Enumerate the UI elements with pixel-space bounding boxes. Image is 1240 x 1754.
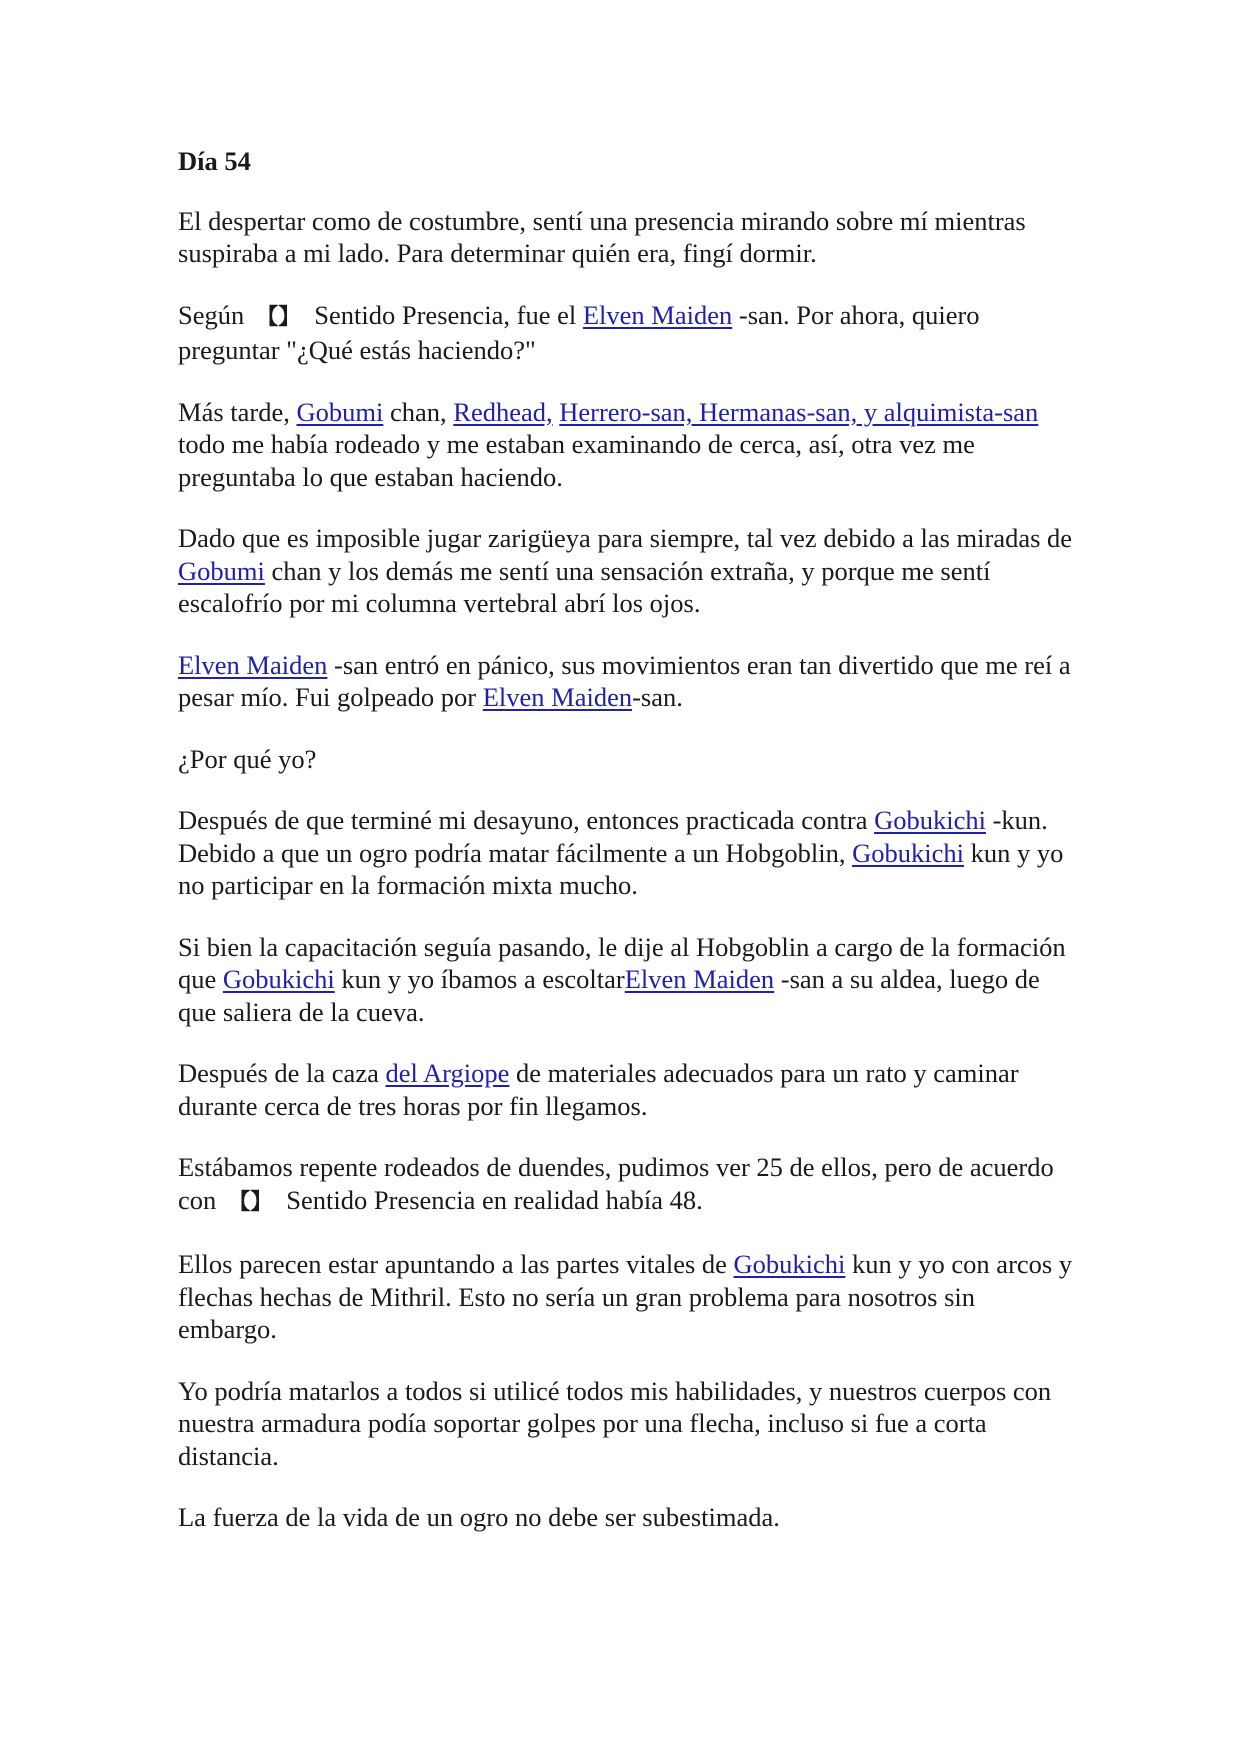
text-link[interactable]: Elven Maiden — [582, 299, 733, 330]
page-title: Día 54 — [178, 146, 251, 176]
paragraph-text: Sentido Presencia en realidad había 48. — [286, 1184, 703, 1215]
paragraph-text: -kun. Debido a que un ogro podría matar fácilmente a un Hobgoblin, — [178, 805, 1048, 868]
paragraph-text: ¿Por qué yo? — [178, 743, 317, 774]
paragraph — [178, 1057, 1078, 1122]
paragraph-text: Según — [178, 299, 245, 330]
paragraph-text: Dado que es imposible jugar zarigüeya para siempre, tal vez debido a las miradas de — [178, 523, 1073, 553]
paragraph — [178, 1375, 1078, 1473]
paragraph-text: Si bien la capacitación seguía pasando, le dije al Hobgoblin a cargo de la formación que — [178, 931, 1066, 994]
text-link[interactable]: Gobumi — [178, 555, 265, 586]
paragraph-text: Estábamos repente rodeados de duendes, pudimos ver 25 de ellos, pero de acuerdo con — [178, 1152, 1054, 1215]
paragraph — [178, 1248, 1078, 1346]
paragraph — [178, 299, 1078, 367]
text-link[interactable]: Gobukichi — [874, 805, 986, 835]
paragraph — [178, 1151, 1078, 1219]
paragraph-text: -san. Por ahora, quiero preguntar "¿Qué estás haciendo?" — [178, 299, 980, 365]
skill-bracket: 【】 — [228, 1189, 273, 1215]
paragraph-text: chan, — [383, 396, 454, 427]
text-link[interactable]: del Argiope — [385, 1058, 510, 1088]
paragraph-text: Después de la caza — [178, 1058, 386, 1088]
text-link[interactable]: Elven Maiden — [178, 649, 328, 680]
document-page — [178, 145, 1078, 1563]
paragraph — [178, 1501, 1078, 1534]
document-body — [178, 205, 1078, 1534]
paragraph-text: kun y yo no participar en la formación mixta mucho. — [178, 837, 1064, 900]
skill-bracket: 【】 — [256, 304, 301, 330]
paragraph-text: de materiales adecuados para un rato y caminar durante cerca de tres horas por fin llegamos. — [178, 1058, 1019, 1121]
paragraph-text: Ellos parecen estar apuntando a las partes vitales de — [178, 1249, 734, 1279]
paragraph-text: kun y yo con arcos y flechas hechas de Mithril. Esto no sería un gran problema para nosotros sin embargo. — [178, 1249, 1073, 1344]
paragraph-text: La fuerza de la vida de un ogro no debe ser subestimada. — [178, 1502, 780, 1532]
text-link[interactable]: Redhead, — [453, 396, 553, 427]
paragraph-text: Sentido Presencia, fue el — [314, 299, 583, 330]
paragraph-text: -san. — [632, 682, 683, 712]
text-link[interactable]: Gobukichi — [852, 837, 964, 868]
text-link[interactable]: Gobumi — [296, 396, 384, 427]
paragraph-text: El despertar como de costumbre, sentí una presencia mirando sobre mí mientras suspiraba a mi lado. Para determinar quién era, fingí dormir. — [178, 205, 1026, 268]
paragraph-text: kun y yo íbamos a escoltar — [334, 964, 625, 994]
text-link[interactable]: Elven Maiden — [482, 682, 633, 712]
paragraph-text: Más tarde, — [178, 396, 297, 427]
paragraph — [178, 396, 1078, 494]
paragraph — [178, 804, 1078, 902]
paragraph — [178, 649, 1078, 714]
text-link[interactable]: Herrero-san, Hermanas-san, y alquimista-san — [559, 396, 1039, 427]
paragraph-text: Yo podría matarlos a todos si utilicé todos mis habilidades, y nuestros cuerpos con nuestra armadura podía soportar golpes por una flecha, incluso si fue a corta distancia. — [178, 1375, 1052, 1471]
paragraph — [178, 205, 1078, 270]
paragraph — [178, 522, 1078, 620]
paragraph — [178, 931, 1078, 1029]
text-link[interactable]: Elven Maiden — [624, 964, 775, 994]
text-link[interactable]: Gobukichi — [222, 964, 335, 994]
paragraph-text: Después de que terminé mi desayuno, entonces practicada contra — [178, 805, 875, 835]
paragraph-text: -san a su aldea, luego de que saliera de la cueva. — [178, 964, 1040, 1027]
paragraph-text: chan y los demás me sentí una sensación extraña, y porque me sentí escalofrío por mi columna vertebral abrí los ojos. — [178, 555, 991, 618]
paragraph — [178, 743, 1078, 776]
paragraph-text: -san entró en pánico, sus movimientos eran tan divertido que me reí a pesar mío. Fui golpeado por — [178, 649, 1071, 712]
text-link[interactable]: Gobukichi — [733, 1249, 846, 1279]
paragraph-text: todo me había rodeado y me estaban examinando de cerca, así, otra vez me preguntaba lo que estaban haciendo. — [178, 429, 975, 492]
